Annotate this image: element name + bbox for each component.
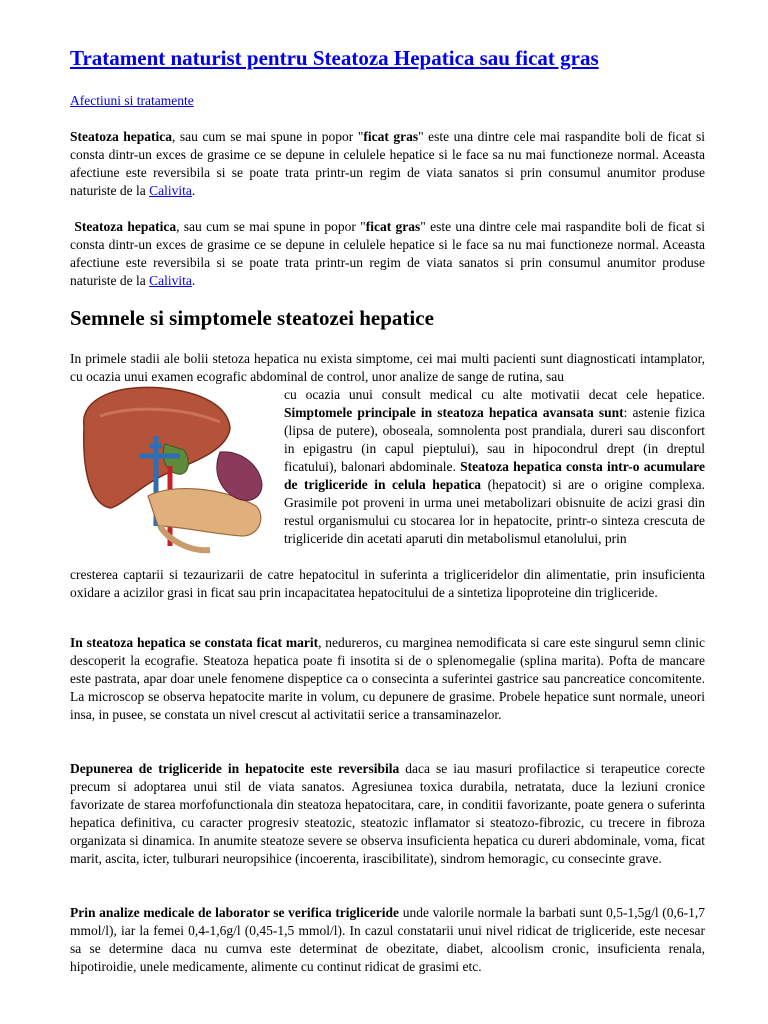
intro-bold-term: Steatoza hepatica	[74, 219, 177, 234]
category-link[interactable]: Afectiuni si tratamente	[70, 93, 194, 108]
symptoms-wrapped-text: cu ocazia unui consult medical cu alte motivatii decat cele hepatice. Simptomele principale in steatoza hepatica avansata sunt: astenie fizica (lipsa de putere), oboseala, somnolenta post prandiala, dureri sau disconfort in epigastru (in capul pieptului), sau in hipocondrul drept (in dreptul ficatului), balonari abdominale. Steatoza hepatica consta intr-o acumulare de trigliceride in celula hepatica (hepatocit) si are o origine complexa. Grasimile pot proveni in urma unei metabolizari obisnuite de acizi grasi din restul organismului cu stocarea lor in hepatocite, printr-o sinteza crescuta de trigliceride din acetati aparuti din metabolismul etanolului, prin	[284, 387, 705, 546]
calivita-link[interactable]: Calivita	[149, 273, 192, 288]
intro-paragraph-2: Steatoza hepatica, sau cum se mai spune in popor "ficat gras" este una dintre cele mai raspandite boli de ficat si consta dintr-un exces de grasime ce se depune in celulele hepatice si le face sa nu mai functioneze normal. Aceasta afectiune este reversibila si se poate trata printr-un regim de viata sanatos si prin consumul anumitor produse naturiste de la Calivita.	[70, 219, 706, 288]
calivita-link[interactable]: Calivita	[149, 183, 192, 198]
liver-illustration	[70, 376, 274, 562]
reversibility-paragraph: Depunerea de trigliceride in hepatocite este reversibila daca se iau masuri profilactice si terapeutice corecte precum si adoptarea unui stil de viata sanatos. Agresiunea toxica durabila, netratata, duce la leziuni cronice favorizate de starea morfofunctionala din steatoza hepatocitara, care, in conditii favorizante, poate genera o suferinta hepatica definitiva, cu caracter progresiv steatozic, steatozic inflamator si steatozo-fibrozic, cu trecere in fibroza organizata si dinamica. In anumite steatoze severe se observa insuficienta hepatica cu dureri abdominale, voma, ficat marit, ascita, icter, tulburari neuropsihice (incoerenta, irascibilitate), sindrom hemoragic, cu consecinte grave.	[70, 761, 705, 866]
findings-paragraph: In steatoza hepatica se constata ficat marit, nedureros, cu marginea nemodificata si care este singurul semn clinic descoperit la ecografie. Steatoza hepatica poate fi insotita si de o splenomegalie (splina marita). Pofta de mancare este pastrata, apar doar unele fenomene dispeptice ca o consecinta a suferintei gastrice sau pancreatice concomitente. La microscop se observa hepatocite marite in volum, cu depunere de grasime. Probele hepatice sunt normale, uneori insa, in pusee, se constata un nivel crescut al activitatii serice a transaminazelor.	[70, 635, 705, 722]
section-heading: Semnele si simptomele steatozei hepatice	[70, 306, 434, 330]
symptoms-intro: In primele stadii ale bolii stetoza hepatica nu exista simptome, cei mai multi pacienti sunt diagnosticati intamplator, cu ocazia unui examen ecografic abdominal de control, unor analize de sange de rutina, sau	[70, 351, 705, 384]
intro-paragraph-1: Steatoza hepatica, sau cum se mai spune in popor "ficat gras" este una dintre cele mai raspandite boli de ficat si consta dintr-un exces de grasime ce se depune in celulele hepatice si le face sa nu mai functioneze normal. Aceasta afectiune este reversibila si se poate trata printr-un regim de viata sanatos si prin consumul anumitor produse naturiste de la Calivita.	[70, 129, 706, 198]
lab-analysis-paragraph: Prin analize medicale de laborator se verifica trigliceride unde valorile normale la barbati sunt 0,5-1,5g/l (0,6-1,7 mmol/l), iar la femei 0,4-1,6g/l (0,45-1,5 mmol/l). In cazul constatarii unui nivel ridicat de trigliceride, este necesar sa se determine daca nu cumva este determinat de obezitate, diabet, alcoolism cronic, insuficienta renala, hipotiroidie, unele medicamente, alimente cu continut ridicat de grasimi etc.	[70, 905, 705, 974]
article-title[interactable]: Tratament naturist pentru Steatoza Hepatica sau ficat gras	[70, 46, 599, 70]
intro-bold-term: Steatoza hepatica	[70, 129, 173, 144]
symptoms-continued: cresterea captarii si tezaurizarii de catre hepatocitul in suferinta a trigliceridelor din alimentatie, prin insuficienta oxidare a acizilor grasi in ficat sau prin incapacitatea hepatocitului de a sintetiza lipoproteine din trigliceride.	[70, 567, 705, 600]
